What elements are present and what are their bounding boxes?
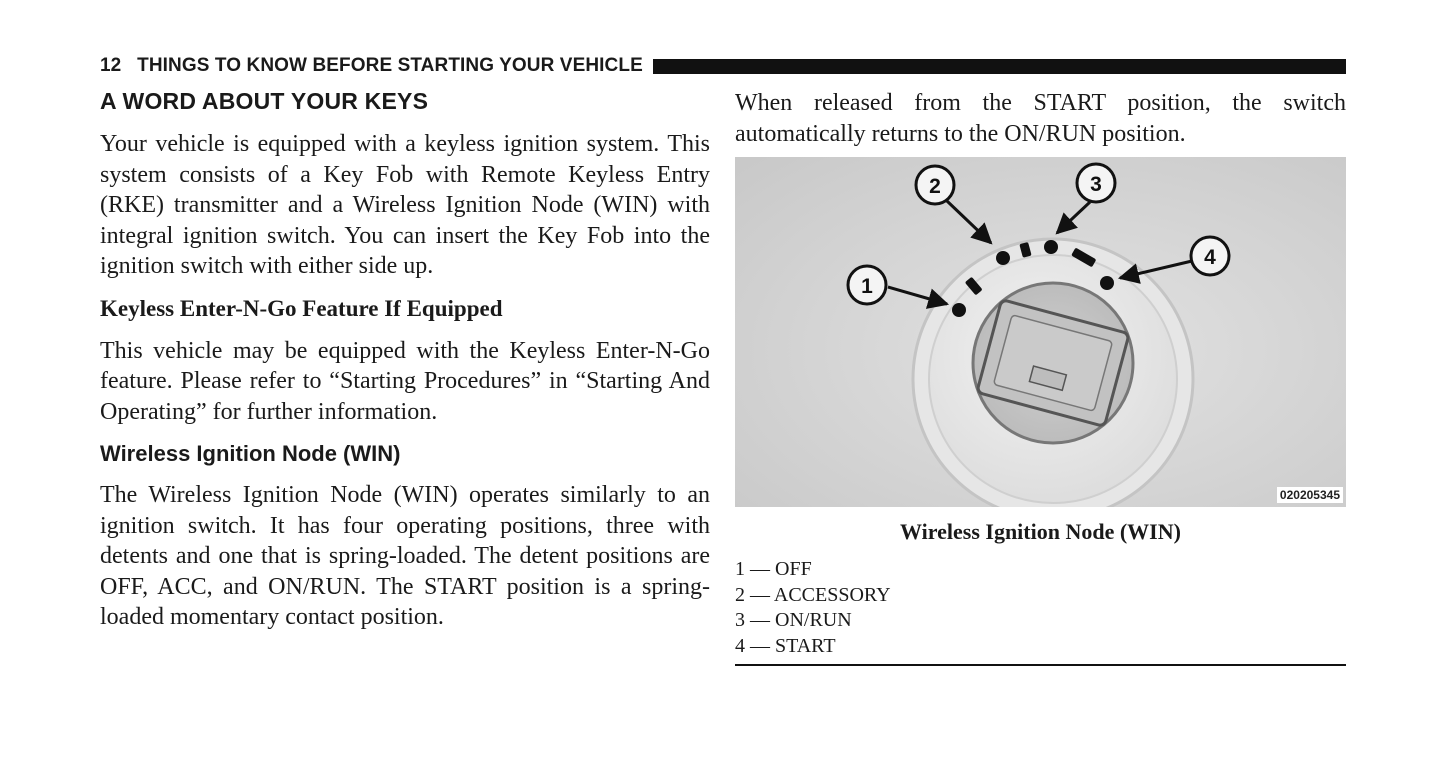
acc-detent-dot bbox=[996, 251, 1010, 265]
figure-caption: Wireless Ignition Node (WIN) bbox=[900, 519, 1181, 544]
keyless-paragraph: This vehicle may be equipped with the Keyless Enter-N-Go feature. Please refer to “Starting Procedures” in “Starting And Operating” for further information. bbox=[100, 337, 710, 425]
svg-text:4: 4 bbox=[1204, 246, 1216, 269]
left-column bbox=[100, 88, 710, 633]
legend-item: 3 — ON/RUN bbox=[735, 609, 852, 631]
run-detent-dot bbox=[1044, 240, 1058, 254]
legend-item: 1 — OFF bbox=[735, 558, 812, 580]
section-heading: A WORD ABOUT YOUR KEYS bbox=[100, 88, 429, 114]
intro-paragraph: Your vehicle is equipped with a keyless ignition system. This system consists of a Key Fob with Remote Keyless Entry (RKE) transmitter and a Wireless Ignition Node (WIN) with integral ignition switch. You can insert the Key Fob into the ignition switch with either side up. bbox=[100, 131, 710, 279]
win-paragraph: The Wireless Ignition Node (WIN) operates similarly to an ignition switch. It has four operating positions, three with detents and one that is spring-loaded. The detent positions are OFF, ACC, and ON/RUN. The START position is a spring-loaded momentary contact position. bbox=[100, 482, 710, 630]
svg-text:3: 3 bbox=[1090, 173, 1102, 196]
callout-1 bbox=[848, 266, 886, 304]
svg-text:1: 1 bbox=[861, 275, 873, 298]
header-rule bbox=[653, 59, 1346, 74]
keyless-heading: Keyless Enter-N-Go Feature If Equipped bbox=[100, 295, 503, 321]
ignition-figure bbox=[735, 157, 1346, 507]
legend bbox=[735, 557, 1346, 659]
svg-text:2: 2 bbox=[929, 175, 941, 198]
callout-3 bbox=[1077, 164, 1115, 202]
ignition-illustration bbox=[735, 157, 1346, 507]
callout-4 bbox=[1191, 237, 1229, 275]
legend-rule bbox=[735, 664, 1346, 666]
off-detent-dot bbox=[952, 303, 966, 317]
callout-2 bbox=[916, 166, 954, 204]
page-header bbox=[100, 54, 1346, 78]
release-paragraph: When released from the START position, the switch automatically returns to the ON/RUN position. bbox=[735, 90, 1346, 147]
running-title: THINGS TO KNOW BEFORE STARTING YOUR VEHICLE bbox=[137, 55, 643, 76]
start-detent-dot bbox=[1100, 276, 1114, 290]
legend-item: 4 — START bbox=[735, 634, 836, 657]
figure-code: 020205345 bbox=[1277, 487, 1343, 503]
legend-item: 2 — ACCESSORY bbox=[735, 583, 891, 606]
page-number: 12 bbox=[100, 55, 122, 76]
right-column bbox=[735, 88, 1346, 666]
win-heading: Wireless Ignition Node (WIN) bbox=[100, 441, 401, 466]
